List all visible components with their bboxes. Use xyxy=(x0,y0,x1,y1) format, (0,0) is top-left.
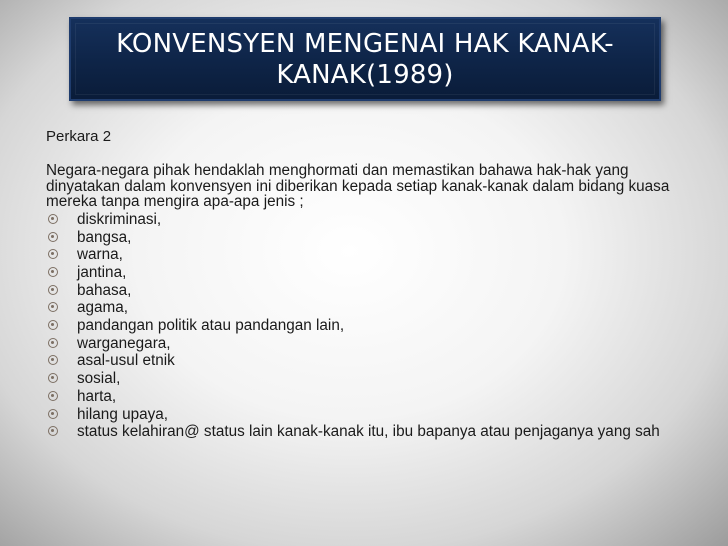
bullet-text: warganegara, xyxy=(77,334,171,352)
bullet-text: warna, xyxy=(77,246,123,264)
bullet-item xyxy=(46,300,696,315)
circle-bullet-icon xyxy=(48,391,58,401)
bullet-item xyxy=(46,265,696,280)
circle-bullet-icon xyxy=(48,338,58,348)
article-heading: Perkara 2 xyxy=(46,128,112,145)
bullet-item xyxy=(46,230,696,245)
bullet-item xyxy=(46,353,696,368)
bullet-item xyxy=(46,318,696,333)
article-paragraph: Negara-negara pihak hendaklah menghormati dan memastikan bahawa hak-hak yang dinyatakan dalam konvensyen ini diberikan kepada setiap kanak-kanak dalam bidang kuasa mereka tanpa mengira apa-apa jenis ; xyxy=(46,162,670,210)
bullet-text: hilang upaya, xyxy=(77,405,169,423)
bullet-item xyxy=(46,283,696,298)
circle-bullet-icon xyxy=(48,409,58,419)
bullet-item xyxy=(46,424,696,439)
slide-content xyxy=(46,128,696,440)
bullet-text: diskriminasi, xyxy=(77,210,162,228)
circle-bullet-icon xyxy=(48,232,58,242)
bullet-text: asal-usul etnik xyxy=(77,352,175,370)
circle-bullet-icon xyxy=(48,320,58,330)
bullet-item xyxy=(46,336,696,351)
circle-bullet-icon xyxy=(48,355,58,365)
bullet-item xyxy=(46,212,696,227)
bullet-text: bahasa, xyxy=(77,281,132,299)
circle-bullet-icon xyxy=(48,285,58,295)
slide-title xyxy=(71,29,659,91)
bullet-list xyxy=(46,212,696,440)
circle-bullet-icon xyxy=(48,249,58,259)
circle-bullet-icon xyxy=(48,267,58,277)
circle-bullet-icon xyxy=(48,302,58,312)
bullet-text: pandangan politik atau pandangan lain, xyxy=(77,317,345,335)
circle-bullet-icon xyxy=(48,426,58,436)
bullet-item xyxy=(46,389,696,404)
bullet-item xyxy=(46,247,696,262)
bullet-text: sosial, xyxy=(77,370,121,388)
bullet-text: bangsa, xyxy=(77,228,132,246)
bullet-text: agama, xyxy=(77,299,129,317)
circle-bullet-icon xyxy=(48,214,58,224)
title-box xyxy=(69,17,661,101)
circle-bullet-icon xyxy=(48,373,58,383)
slide-title-line-2: KANAK(1989) xyxy=(276,60,454,90)
bullet-text: jantina, xyxy=(77,263,127,281)
bullet-item xyxy=(46,371,696,386)
bullet-text: harta, xyxy=(77,387,117,405)
bullet-item xyxy=(46,407,696,422)
slide-title-line-1: KONVENSYEN MENGENAI HAK KANAK- xyxy=(116,29,614,59)
bullet-text: status kelahiran@ status lain kanak-kanak itu, ibu bapanya atau penjaganya yang sah xyxy=(77,423,660,441)
